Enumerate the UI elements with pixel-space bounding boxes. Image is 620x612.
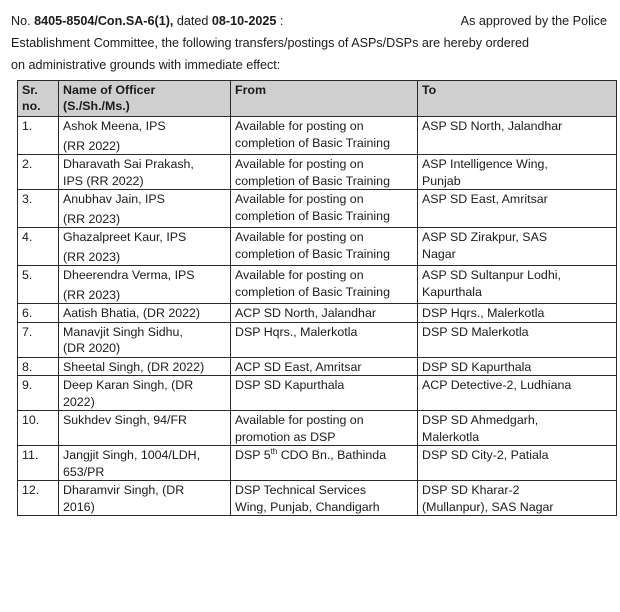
from-cell (231, 446, 418, 481)
officer-name-cell (59, 266, 231, 304)
table-row (18, 481, 617, 516)
intro-line-2: Establishment Committee, the following transfers/postings of ASPs/DSPs are hereby ordered (11, 36, 529, 50)
from-line: Available for posting on (235, 413, 364, 427)
from-line: completion of Basic Training (235, 135, 390, 150)
colon: : (279, 14, 284, 28)
name-line: 2016) (63, 499, 95, 514)
from-cell (231, 117, 418, 155)
header-from: From (231, 81, 418, 117)
table-row (18, 228, 617, 266)
table-row (18, 266, 617, 304)
name-line: IPS (RR 2022) (63, 173, 144, 188)
name-line: Ashok Meena, IPS (63, 119, 166, 133)
to-line: Kapurthala (422, 284, 482, 299)
intro-line-1-tail: As approved by the Police (460, 14, 607, 28)
name-line: 653/PR (63, 464, 105, 479)
table-row (18, 322, 617, 357)
header-sr-line1: Sr. (22, 83, 38, 97)
from-line: completion of Basic Training (235, 208, 390, 223)
from-cell (231, 481, 418, 516)
dated-label: dated (176, 14, 209, 28)
sr-cell: 2. (18, 155, 59, 190)
table-header-row (18, 81, 617, 117)
officer-name-cell (59, 411, 231, 446)
from-line: Available for posting on (235, 157, 364, 171)
to-line: ASP Intelligence Wing, (422, 157, 548, 171)
from-cell (231, 266, 418, 304)
to-cell (418, 266, 617, 304)
name-line: Deep Karan Singh, (DR (63, 378, 194, 392)
to-line: ASP SD Sultanpur Lodhi, (422, 268, 561, 282)
table-row (18, 357, 617, 376)
sr-cell: 9. (18, 376, 59, 411)
from-line: Available for posting on (235, 119, 364, 133)
from-cell (231, 190, 418, 228)
from-line: completion of Basic Training (235, 284, 390, 299)
from-line-pre: DSP 5 (235, 448, 271, 462)
to-line: Nagar (422, 246, 456, 261)
from-cell (231, 357, 418, 376)
from-line: ACP SD East, Amritsar (235, 359, 362, 374)
to-line: Punjab (422, 173, 461, 188)
sr-cell: 12. (18, 481, 59, 516)
sr-cell: 3. (18, 190, 59, 228)
header-officer-name (59, 81, 231, 117)
name-line: Sukhdev Singh, 94/FR (63, 413, 187, 427)
officer-name-cell (59, 322, 231, 357)
order-reference (11, 10, 283, 32)
officer-name-cell (59, 117, 231, 155)
name-line: (RR 2023) (63, 211, 121, 226)
from-line: ACP SD North, Jalandhar (235, 306, 376, 320)
table-row (18, 411, 617, 446)
to-line: ACP Detective-2, Ludhiana (422, 378, 572, 392)
to-line: ASP SD East, Amritsar (422, 192, 548, 206)
from-cell (231, 411, 418, 446)
to-line: DSP SD Malerkotla (422, 324, 529, 339)
table-row (18, 190, 617, 228)
sr-cell: 8. (18, 357, 59, 376)
to-cell (418, 481, 617, 516)
to-line: DSP SD City-2, Patiala (422, 448, 549, 462)
to-cell (418, 304, 617, 323)
from-line: Available for posting on (235, 192, 364, 206)
table-row (18, 446, 617, 481)
name-line: (DR 2020) (63, 341, 121, 355)
order-number: 8405-8504/Con.SA-6(1), (34, 14, 174, 28)
name-line: Manavjit Singh Sidhu, (63, 324, 183, 339)
name-line: Anubhav Jain, IPS (63, 192, 165, 206)
from-cell (231, 155, 418, 190)
to-cell (418, 446, 617, 481)
officer-name-cell (59, 481, 231, 516)
to-line: DSP SD Kapurthala (422, 359, 532, 374)
from-cell (231, 228, 418, 266)
officer-name-cell (59, 228, 231, 266)
sr-cell: 11. (18, 446, 59, 481)
from-line: Available for posting on (235, 230, 364, 244)
transfer-table (17, 80, 617, 516)
name-line: Ghazalpreet Kaur, IPS (63, 230, 187, 244)
from-line: DSP Technical Services (235, 483, 367, 497)
officer-name-cell (59, 357, 231, 376)
officer-name-cell (59, 376, 231, 411)
to-cell (418, 228, 617, 266)
to-line: Malerkotla (422, 429, 480, 444)
from-line: promotion as DSP (235, 429, 336, 444)
name-line: Dharamvir Singh, (DR (63, 483, 185, 497)
officer-name-cell (59, 446, 231, 481)
sr-cell: 6. (18, 304, 59, 323)
from-cell (231, 376, 418, 411)
header-to: To (418, 81, 617, 117)
name-line: (RR 2023) (63, 249, 121, 264)
to-cell (418, 117, 617, 155)
to-line: ASP SD North, Jalandhar (422, 119, 563, 133)
sr-cell: 7. (18, 322, 59, 357)
to-cell (418, 155, 617, 190)
name-line: Jangjit Singh, 1004/LDH, (63, 448, 201, 462)
table-row (18, 376, 617, 411)
to-line: DSP SD Ahmedgarh, (422, 413, 539, 427)
table-row (18, 304, 617, 323)
header-sr-no (18, 81, 59, 117)
to-cell (418, 411, 617, 446)
ordinal-suffix: th (270, 446, 278, 456)
to-line: DSP SD Kharar-2 (422, 483, 520, 497)
order-date: 08-10-2025 (211, 14, 277, 28)
to-line: ASP SD Zirakpur, SAS (422, 230, 548, 244)
order-intro (11, 10, 607, 76)
to-cell (418, 357, 617, 376)
name-line: (RR 2023) (63, 287, 121, 302)
to-cell (418, 190, 617, 228)
header-name-line2: (S./Sh./Ms.) (63, 98, 130, 113)
name-line: Dharavath Sai Prakash, (63, 157, 194, 171)
sr-cell: 10. (18, 411, 59, 446)
officer-name-cell (59, 190, 231, 228)
header-sr-line2: no. (22, 98, 41, 113)
table-row (18, 155, 617, 190)
sr-cell: 4. (18, 228, 59, 266)
from-line-post: CDO Bn., Bathinda (277, 448, 387, 462)
sr-cell: 5. (18, 266, 59, 304)
sr-cell: 1. (18, 117, 59, 155)
header-name-line1: Name of Officer (63, 83, 156, 97)
name-line: Aatish Bhatia, (DR 2022) (63, 306, 201, 320)
intro-line-1 (11, 10, 607, 32)
from-cell (231, 304, 418, 323)
table-row (18, 117, 617, 155)
from-line (235, 447, 413, 464)
from-line: DSP Hqrs., Malerkotla (235, 324, 358, 339)
name-line: Sheetal Singh, (DR 2022) (63, 359, 205, 374)
from-cell (231, 322, 418, 357)
from-line: completion of Basic Training (235, 173, 390, 188)
intro-line-3: on administrative grounds with immediate effect: (11, 58, 281, 72)
to-line: DSP Hqrs., Malerkotla (422, 306, 545, 320)
from-line: completion of Basic Training (235, 246, 390, 261)
officer-name-cell (59, 304, 231, 323)
name-line: 2022) (63, 394, 95, 409)
no-label: No. (11, 14, 31, 28)
name-line: (RR 2022) (63, 138, 121, 153)
to-cell (418, 376, 617, 411)
to-line: (Mullanpur), SAS Nagar (422, 499, 554, 514)
from-line: DSP SD Kapurthala (235, 378, 345, 392)
to-cell (418, 322, 617, 357)
from-line: Wing, Punjab, Chandigarh (235, 499, 380, 514)
from-line: Available for posting on (235, 268, 364, 282)
name-line: Dheerendra Verma, IPS (63, 268, 195, 282)
officer-name-cell (59, 155, 231, 190)
